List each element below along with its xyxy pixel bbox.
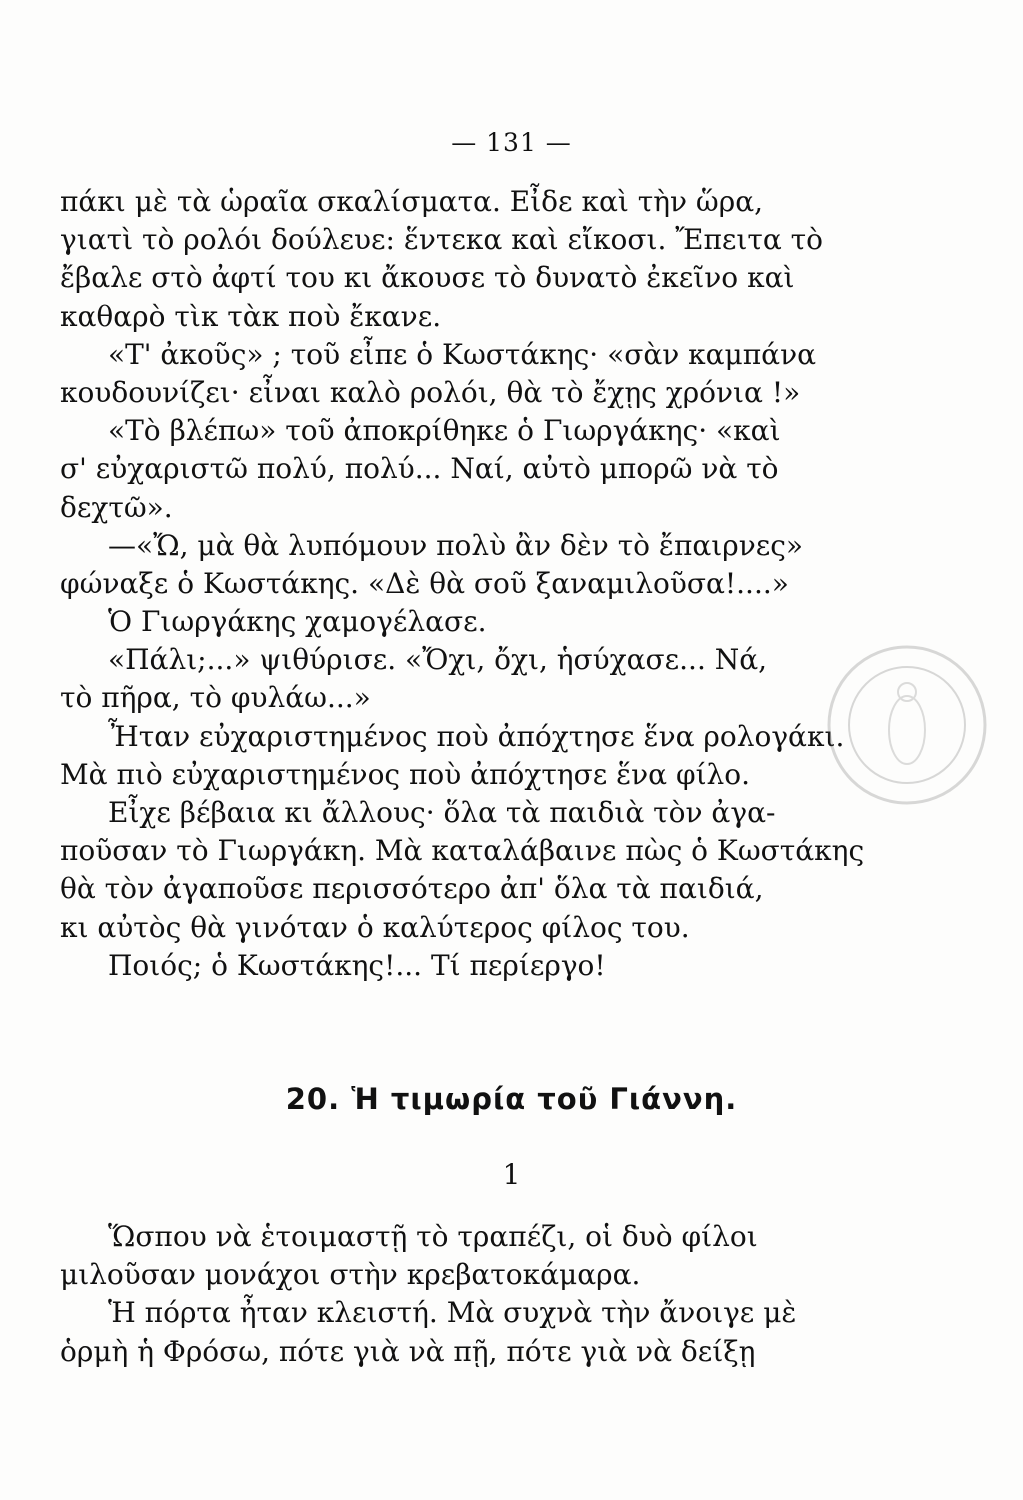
text-line: ὁρμὴ ἡ Φρόσω, πότε γιὰ νὰ πῇ, πότε γιὰ νὰ δείξῃ bbox=[60, 1334, 756, 1368]
library-stamp-icon bbox=[822, 640, 992, 810]
text-line: κουδουνίζει· εἶναι καλὸ ρολόι, θὰ τὸ ἔχῃς χρόνια !» bbox=[60, 375, 801, 409]
text-line: «Τὸ βλέπω» τοῦ ἀποκρίθηκε ὁ Γιωργάκης· «καὶ bbox=[108, 414, 781, 448]
chapter-heading: 20. Ἡ τιμωρία τοῦ Γιάννη. bbox=[285, 1082, 738, 1116]
text-line: κι αὐτὸς θὰ γινόταν ὁ καλύτερος φίλος του. bbox=[60, 910, 690, 944]
text-line: Ἡ πόρτα ἦταν κλειστή. Μὰ συχνὰ τὴν ἄνοιγε μὲ bbox=[108, 1296, 797, 1330]
text-line: δεχτῶ». bbox=[60, 490, 173, 524]
page-number: — 131 — bbox=[451, 128, 572, 157]
text-line: ἔβαλε στὸ ἀφτί του κι ἄκουσε τὸ δυνατὸ ἐκεῖνο καὶ bbox=[60, 261, 795, 295]
text-line: μιλοῦσαν μονάχοι στὴν κρεβατοκάμαρα. bbox=[60, 1258, 641, 1292]
body-text-top bbox=[60, 183, 865, 985]
text-line: «Πάλι;...» ψιθύρισε. «Ὄχι, ὄχι, ἡσύχασε... Νά, bbox=[108, 643, 768, 677]
text-line: «Τ' ἀκοῦς» ; τοῦ εἶπε ὁ Κωστάκης· «σὰν καμπάνα bbox=[108, 337, 816, 371]
text-line: Ὥσπου νὰ ἑτοιμαστῇ τὸ τραπέζι, οἱ δυὸ φίλοι bbox=[108, 1220, 758, 1253]
text-line: Ἦταν εὐχαριστημένος ποὺ ἀπόχτησε ἕνα ρολογάκι. bbox=[108, 719, 845, 753]
text-line: πάκι μὲ τὰ ὡραῖα σκαλίσματα. Εἶδε καὶ τὴν ὥρα, bbox=[60, 185, 764, 218]
text-line: Ὁ Γιωργάκης χαμογέλασε. bbox=[108, 605, 487, 639]
text-line: θὰ τὸν ἀγαποῦσε περισσότερο ἀπ' ὅλα τὰ παιδιά, bbox=[60, 872, 764, 906]
text-line: καθαρὸ τὶκ τὰκ ποὺ ἔκανε. bbox=[60, 299, 442, 333]
text-line: τὸ πῆρα, τὸ φυλάω...» bbox=[60, 681, 371, 715]
section-number: 1 bbox=[502, 1158, 521, 1191]
text-line: —«Ὤ, μὰ θὰ λυπόμουν πολὺ ἂν δὲν τὸ ἔπαιρνες» bbox=[108, 528, 804, 562]
text-line: Μὰ πιὸ εὐχαριστημένος ποὺ ἀπόχτησε ἕνα φίλο. bbox=[60, 757, 751, 791]
text-line: σ' εὐχαριστῶ πολύ, πολύ... Ναί, αὐτὸ μπορῶ νὰ τὸ bbox=[60, 452, 779, 486]
body-text-bottom bbox=[60, 1218, 825, 1371]
text-line: ποῦσαν τὸ Γιωργάκη. Μὰ καταλάβαινε πὼς ὁ Κωστάκης bbox=[60, 834, 865, 868]
text-line: Εἶχε βέβαια κι ἄλλους· ὅλα τὰ παιδιὰ τὸν ἀγα- bbox=[108, 796, 776, 829]
text-line: φώναξε ὁ Κωστάκης. «Δὲ θὰ σοῦ ξαναμιλοῦσα!....» bbox=[60, 566, 789, 600]
text-line: Ποιός; ὁ Κωστάκης!... Τί περίεργο! bbox=[108, 948, 606, 982]
text-line: γιατὶ τὸ ρολόι δούλευε: ἕντεκα καὶ εἴκοσι. Ἔπειτα τὸ bbox=[60, 223, 824, 257]
